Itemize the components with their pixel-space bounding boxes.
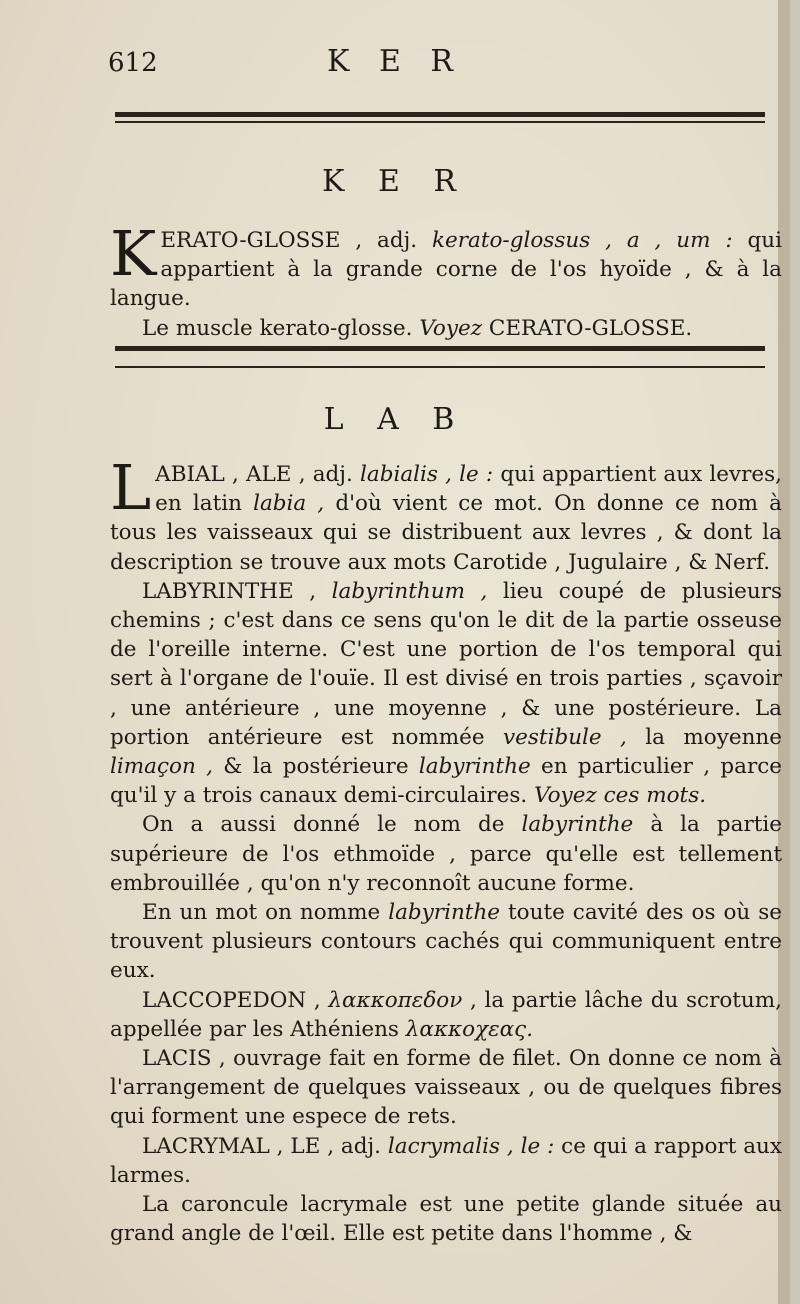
entry-paragraph: [110, 1190, 782, 1248]
entry-paragraph: [110, 1132, 782, 1190]
text-run: en particulier , parce qu'il y a trois canaux demi-circulaires.: [110, 754, 783, 809]
text-run: la moyenne: [626, 724, 782, 750]
entry-paragraph: [110, 810, 782, 898]
text-run: ERATO-GLOSSE , adj.: [160, 228, 432, 253]
entry-paragraph: [110, 451, 782, 577]
text-run: On a aussi donné le nom de: [142, 812, 522, 838]
text-run: lieu coupé de plusieurs chemins ; c'est dans ce sens qu'on le dit de la partie osseuse de l'oreille interne. C'est une portion de l'os temporal qui sert à l'organe de l'ouïe. Il est divisé en trois parties , sçavoir , une antérieure , une moyenne , & une postérieure. La portion antérieure est nommée: [110, 578, 783, 750]
text-run: CERATO-GLOSSE.: [482, 315, 693, 341]
italic-term: lacrymalis , le :: [387, 1133, 555, 1159]
page-number: 612: [108, 48, 158, 78]
italic-term: kerato-glossus , a , um :: [432, 228, 733, 253]
section-body-lab: [110, 451, 783, 1248]
italic-term: labyrinthum ,: [331, 578, 488, 604]
text-run: Le muscle kerato-glosse.: [142, 315, 420, 341]
entry-paragraph: [110, 577, 782, 811]
text-run: à la partie supérieure de l'os ethmoïde , parce qu'elle est tellement embrouillée , qu'on n'y reconnoît aucune forme.: [110, 812, 782, 896]
section-rule-thick: [115, 346, 765, 351]
text-run: qui appartient à la grande corne de l'os hyoïde , & à la langue.: [110, 228, 782, 312]
section-rule-thin: [115, 366, 765, 368]
entry-paragraph: [110, 986, 782, 1044]
italic-term: labialis , le :: [360, 462, 494, 487]
text-run: LACRYMAL , LE , adj.: [142, 1133, 388, 1159]
text-run: ce qui a rapport aux larmes.: [110, 1133, 783, 1188]
italic-term: Voyez ces mots.: [534, 783, 707, 809]
section-heading-lab: L A B: [323, 402, 467, 437]
italic-term: labyrinthe: [521, 812, 634, 838]
text-run: ABIAL , ALE , adj.: [155, 462, 360, 487]
text-run: , la partie lâche du scrotum, appellée par les Athéniens: [110, 987, 782, 1042]
text-run: toute cavité des os où se trouvent plusieurs contours cachés qui communiquent entre eux.: [110, 900, 782, 984]
italic-term: labyrinthe: [418, 754, 531, 780]
header-rule-thin: [115, 121, 765, 123]
header-rule-thick: [115, 112, 765, 117]
italic-term: Voyez: [419, 315, 483, 341]
italic-term: λακκοπεδον: [328, 987, 463, 1013]
text-run: LACIS , ouvrage fait en forme de filet. On donne ce nom à l'arrangement de quelques vaisseaux , ou de quelques fibres qui forment une espece de rets.: [110, 1046, 782, 1130]
italic-term: labyrinthe: [388, 900, 501, 926]
drop-cap: L: [110, 451, 152, 524]
running-title: K E R: [327, 44, 463, 79]
italic-term: limaçon ,: [110, 754, 213, 780]
italic-term: labia ,: [253, 491, 325, 517]
italic-term: vestibule ,: [503, 724, 627, 750]
drop-cap: K: [110, 217, 157, 290]
text-run: LABYRINTHE ,: [142, 578, 332, 604]
running-header: [0, 42, 790, 86]
entry-paragraph: [110, 314, 782, 343]
text-run: & la postérieure: [212, 754, 419, 780]
text-run: qui appartient aux levres, en latin: [155, 462, 782, 517]
entry-paragraph: [110, 1044, 782, 1132]
italic-term: λακκοχεας.: [405, 1016, 534, 1042]
entry-paragraph: [110, 898, 782, 986]
text-run: LACCOPEDON ,: [142, 987, 329, 1013]
text-run: En un mot on nomme: [142, 900, 389, 926]
text-run: d'où vient ce mot. On donne ce nom à tous les vaisseaux qui se distribuent aux levres , & dont la description se trouve aux mots Carotide , Jugulaire , & Nerf.: [110, 491, 782, 575]
entry-paragraph: [110, 217, 782, 314]
section-heading-ker: K E R: [322, 164, 468, 199]
text-run: La caroncule lacrymale est une petite glande située au grand angle de l'œil. Elle est petite dans l'homme , &: [110, 1192, 782, 1247]
section-body-ker: [110, 217, 782, 343]
